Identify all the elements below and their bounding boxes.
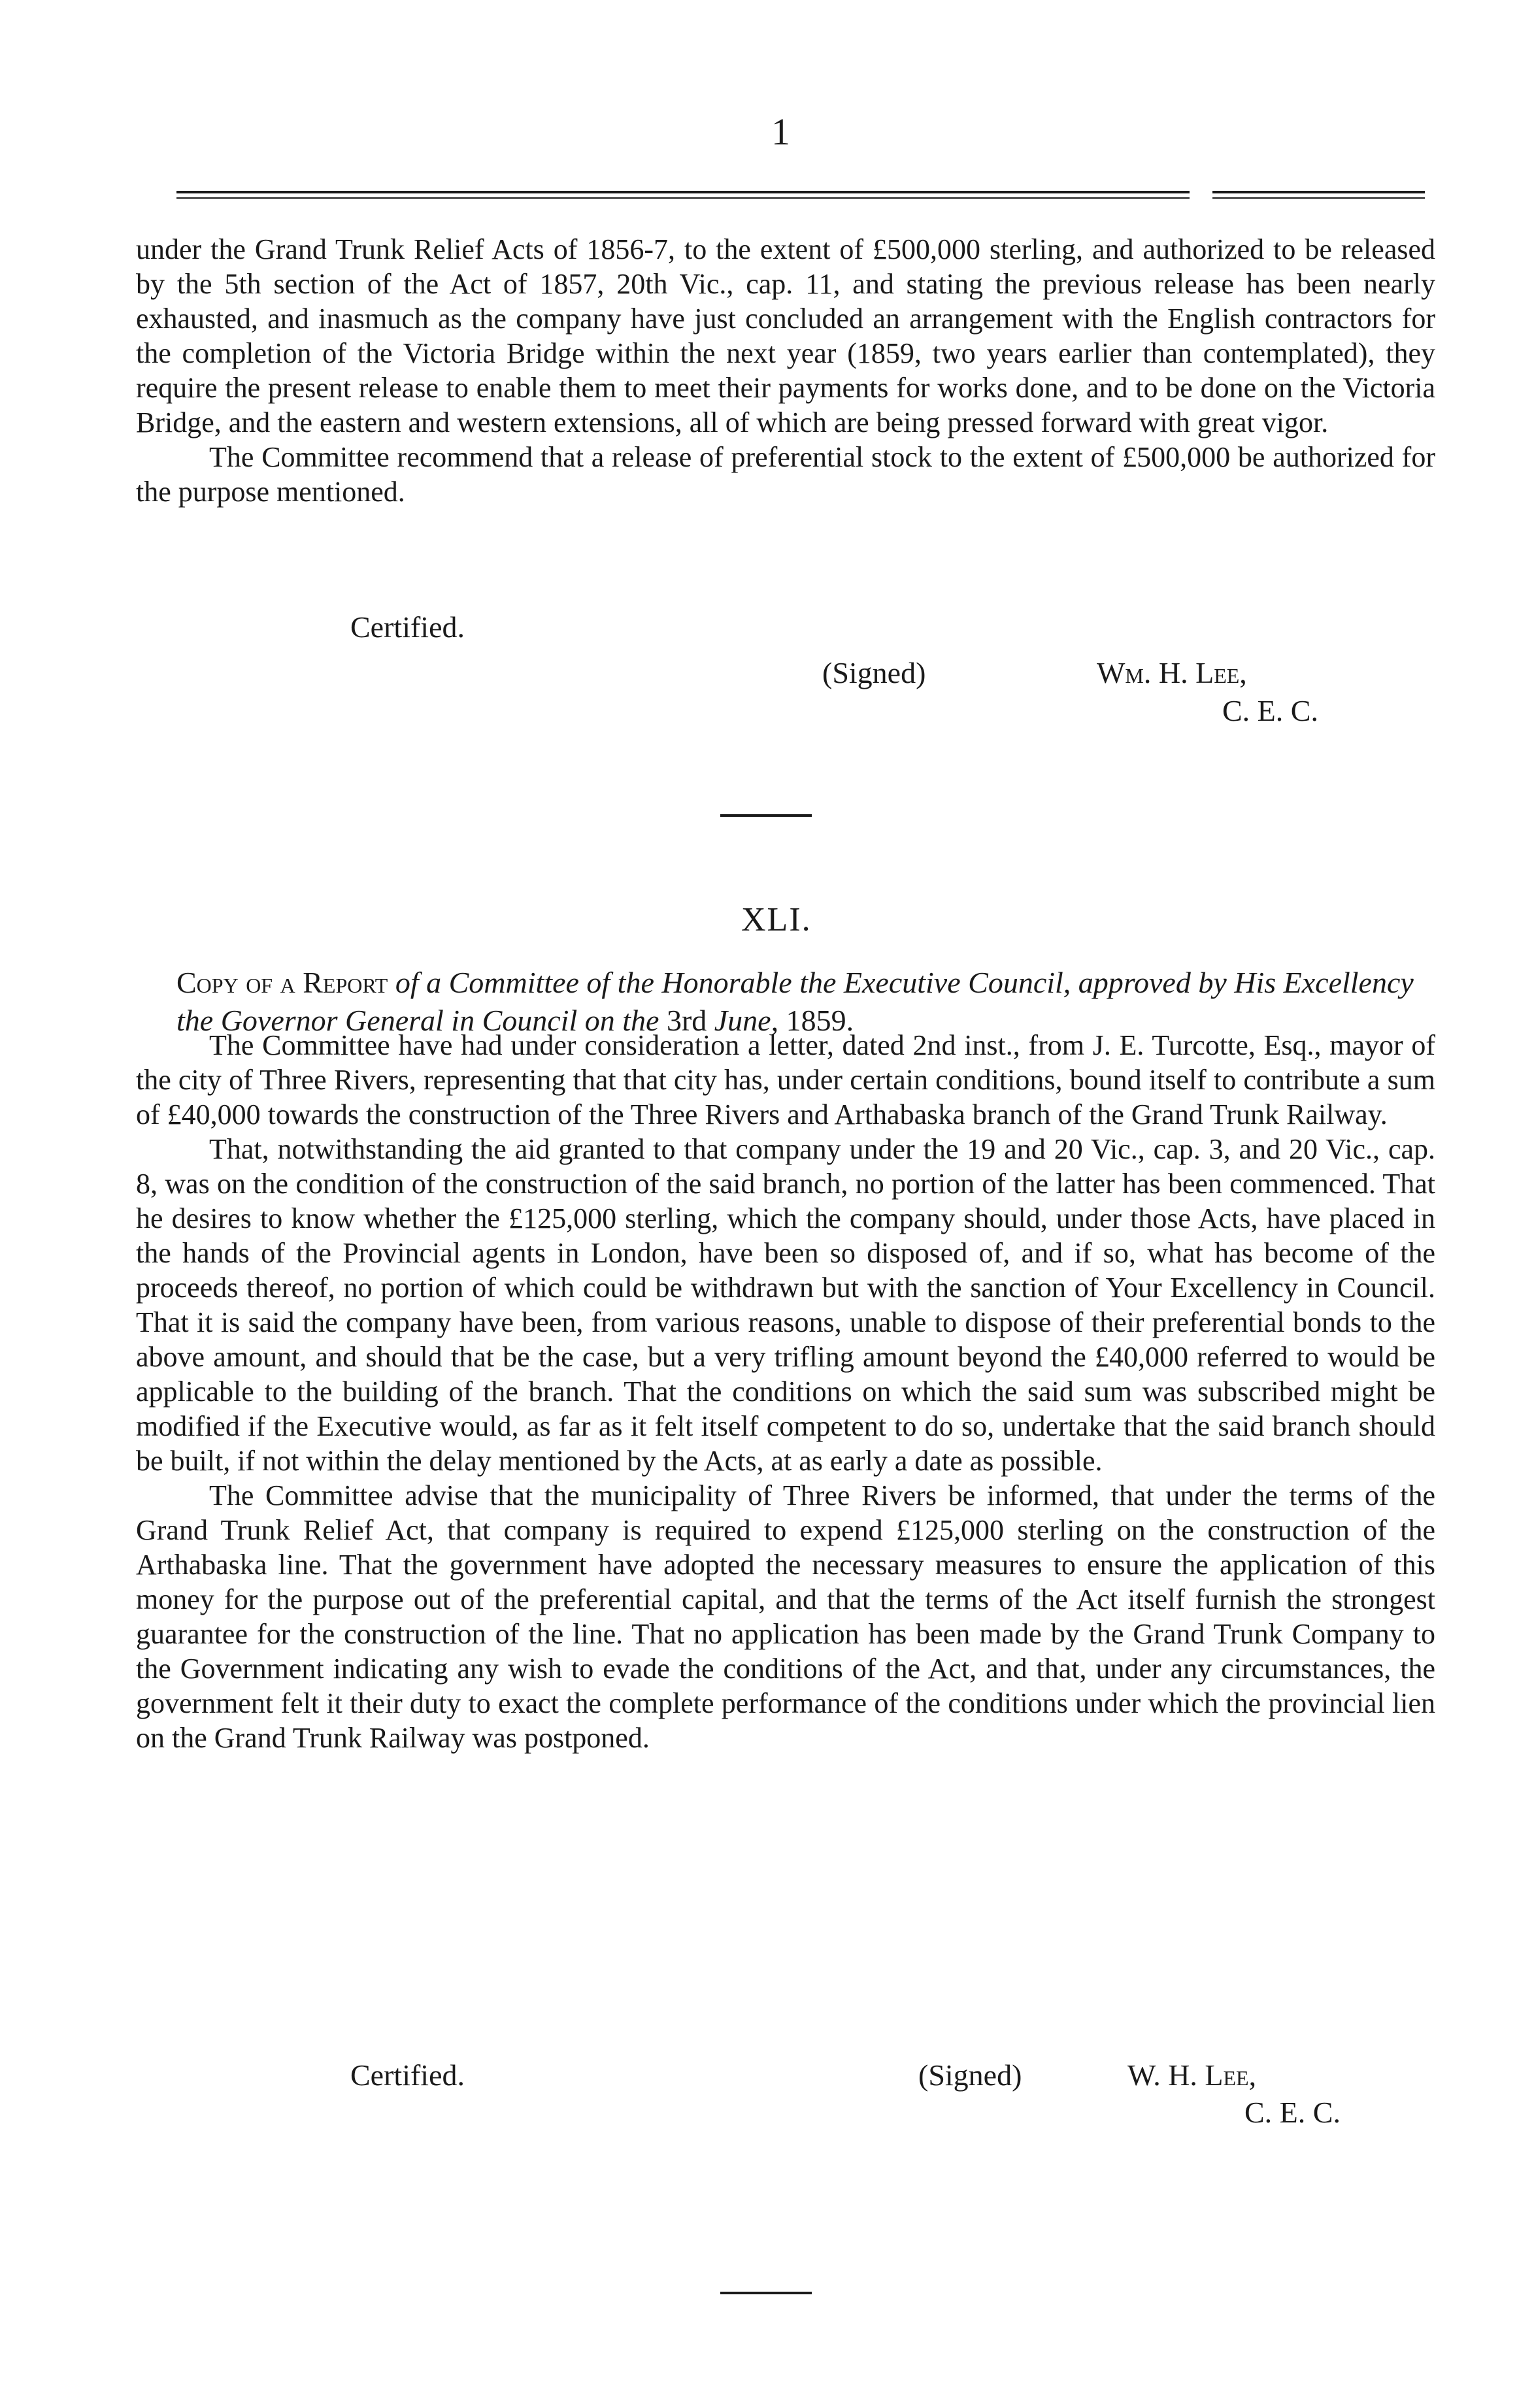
header-rule — [176, 190, 1425, 201]
report-title-date-day: 3rd — [666, 1004, 707, 1037]
end-separator — [720, 2292, 812, 2294]
first-signer-name: Wm. H. Lee, — [1097, 656, 1247, 689]
section-heading: XLI. — [741, 901, 812, 938]
second-signed-label: (Signed) — [918, 2058, 1022, 2092]
first-section-paragraph-1: under the Grand Trunk Relief Acts of 1856-7, to the extent of £500,000 sterling, and authorized to be released by the 5th section of the Act of 1857, 20th Vic., cap. 11, and stating the previous release has been nearly exhausted, and inasmuch as the company have just concluded an arrangement with the English contractors for the completion of the Victoria Bridge within the next year (1859, two years earlier than contemplated), they require the present release to enable them to meet their payments for works done, and to be done on the Victoria Bridge, and the eastern and western extensions, all of which are being pressed forward with great vigor. — [136, 233, 1435, 438]
second-section-paragraph-3: The Committee advise that the municipality of Three Rivers be informed, that under the terms of the Grand Trunk Relief Act, that company is required to expend £125,000 sterling on the construction of the Arthabaska line. That the government have adopted the necessary measures to ensure the application of this money for the purpose out of the preferential capital, and that the terms of the Act itself furnish the strongest guarantee for the construction of the line. That no application has been made by the Grand Trunk Company to the Government indicating any wish to evade the conditions of the Act, and that, under any circumstances, the government felt it their duty to exact the complete performance of the conditions under which the provincial lien on the Grand Trunk Railway was postponed. — [136, 1479, 1435, 1754]
first-signed-label: (Signed) — [822, 656, 926, 689]
first-signer-title: C. E. C. — [1222, 694, 1318, 727]
section-separator — [720, 814, 812, 817]
report-title-caps: Copy of a Report — [176, 966, 388, 999]
page-number: 1 — [771, 110, 790, 153]
report-title-date-year: 1859. — [786, 1004, 854, 1037]
second-signer-name: W. H. Lee, — [1127, 2058, 1257, 2092]
first-section-paragraph-2: The Committee recommend that a release of preferential stock to the extent of £500,000 be authorized for the purpose mentioned. — [136, 441, 1435, 508]
second-certified-label: Certified. — [350, 2058, 465, 2092]
second-section-paragraph-1: The Committee have had under consideration a letter, dated 2nd inst., from J. E. Turcotte, Esq., mayor of the city of Three Rivers, representing that that city has, under certain conditions, bound itself to contribute a sum of £40,000 towards the construction of the Three Rivers and Arthabaska branch of the Grand Trunk Railway. — [136, 1029, 1435, 1130]
second-section-body — [136, 1028, 1435, 1755]
header-rule-long — [176, 191, 1190, 199]
report-title-date-month: June, — [714, 1004, 779, 1037]
second-section-paragraph-2: That, notwithstanding the aid granted to that company under the 19 and 20 Vic., cap. 3, and 20 Vic., cap. 8, was on the condition of the construction of the said branch, no portion of the latter has been commenced. That he desires to know whether the £125,000 sterling, which the company should, under those Acts, have placed in the hands of the Provincial agents in London, have been so disposed of, and if so, what has become of the proceeds thereof, no portion of which could be withdrawn but with the sanction of Your Excellency in Council. That it is said the company have been, from various reasons, unable to dispose of their preferential bonds to the above amount, and should that be the case, but a very trifling amount beyond the £40,000 referred to would be applicable to the building of the branch. That the conditions on which the said sum was subscribed might be modified if the Executive would, as far as it felt itself competent to do so, undertake that the said branch should be built, if not within the delay mentioned by the Acts, at as early a date as possible. — [136, 1133, 1435, 1477]
first-certified-label: Certified. — [350, 610, 465, 644]
second-signer-title: C. E. C. — [1244, 2096, 1341, 2129]
report-title-italic: of a Committee of the Honorable the Executive Council, approved by His Excellency the Governor General in Council on the — [176, 966, 1414, 1037]
first-section-body — [136, 232, 1435, 509]
header-rule-short — [1212, 191, 1425, 199]
